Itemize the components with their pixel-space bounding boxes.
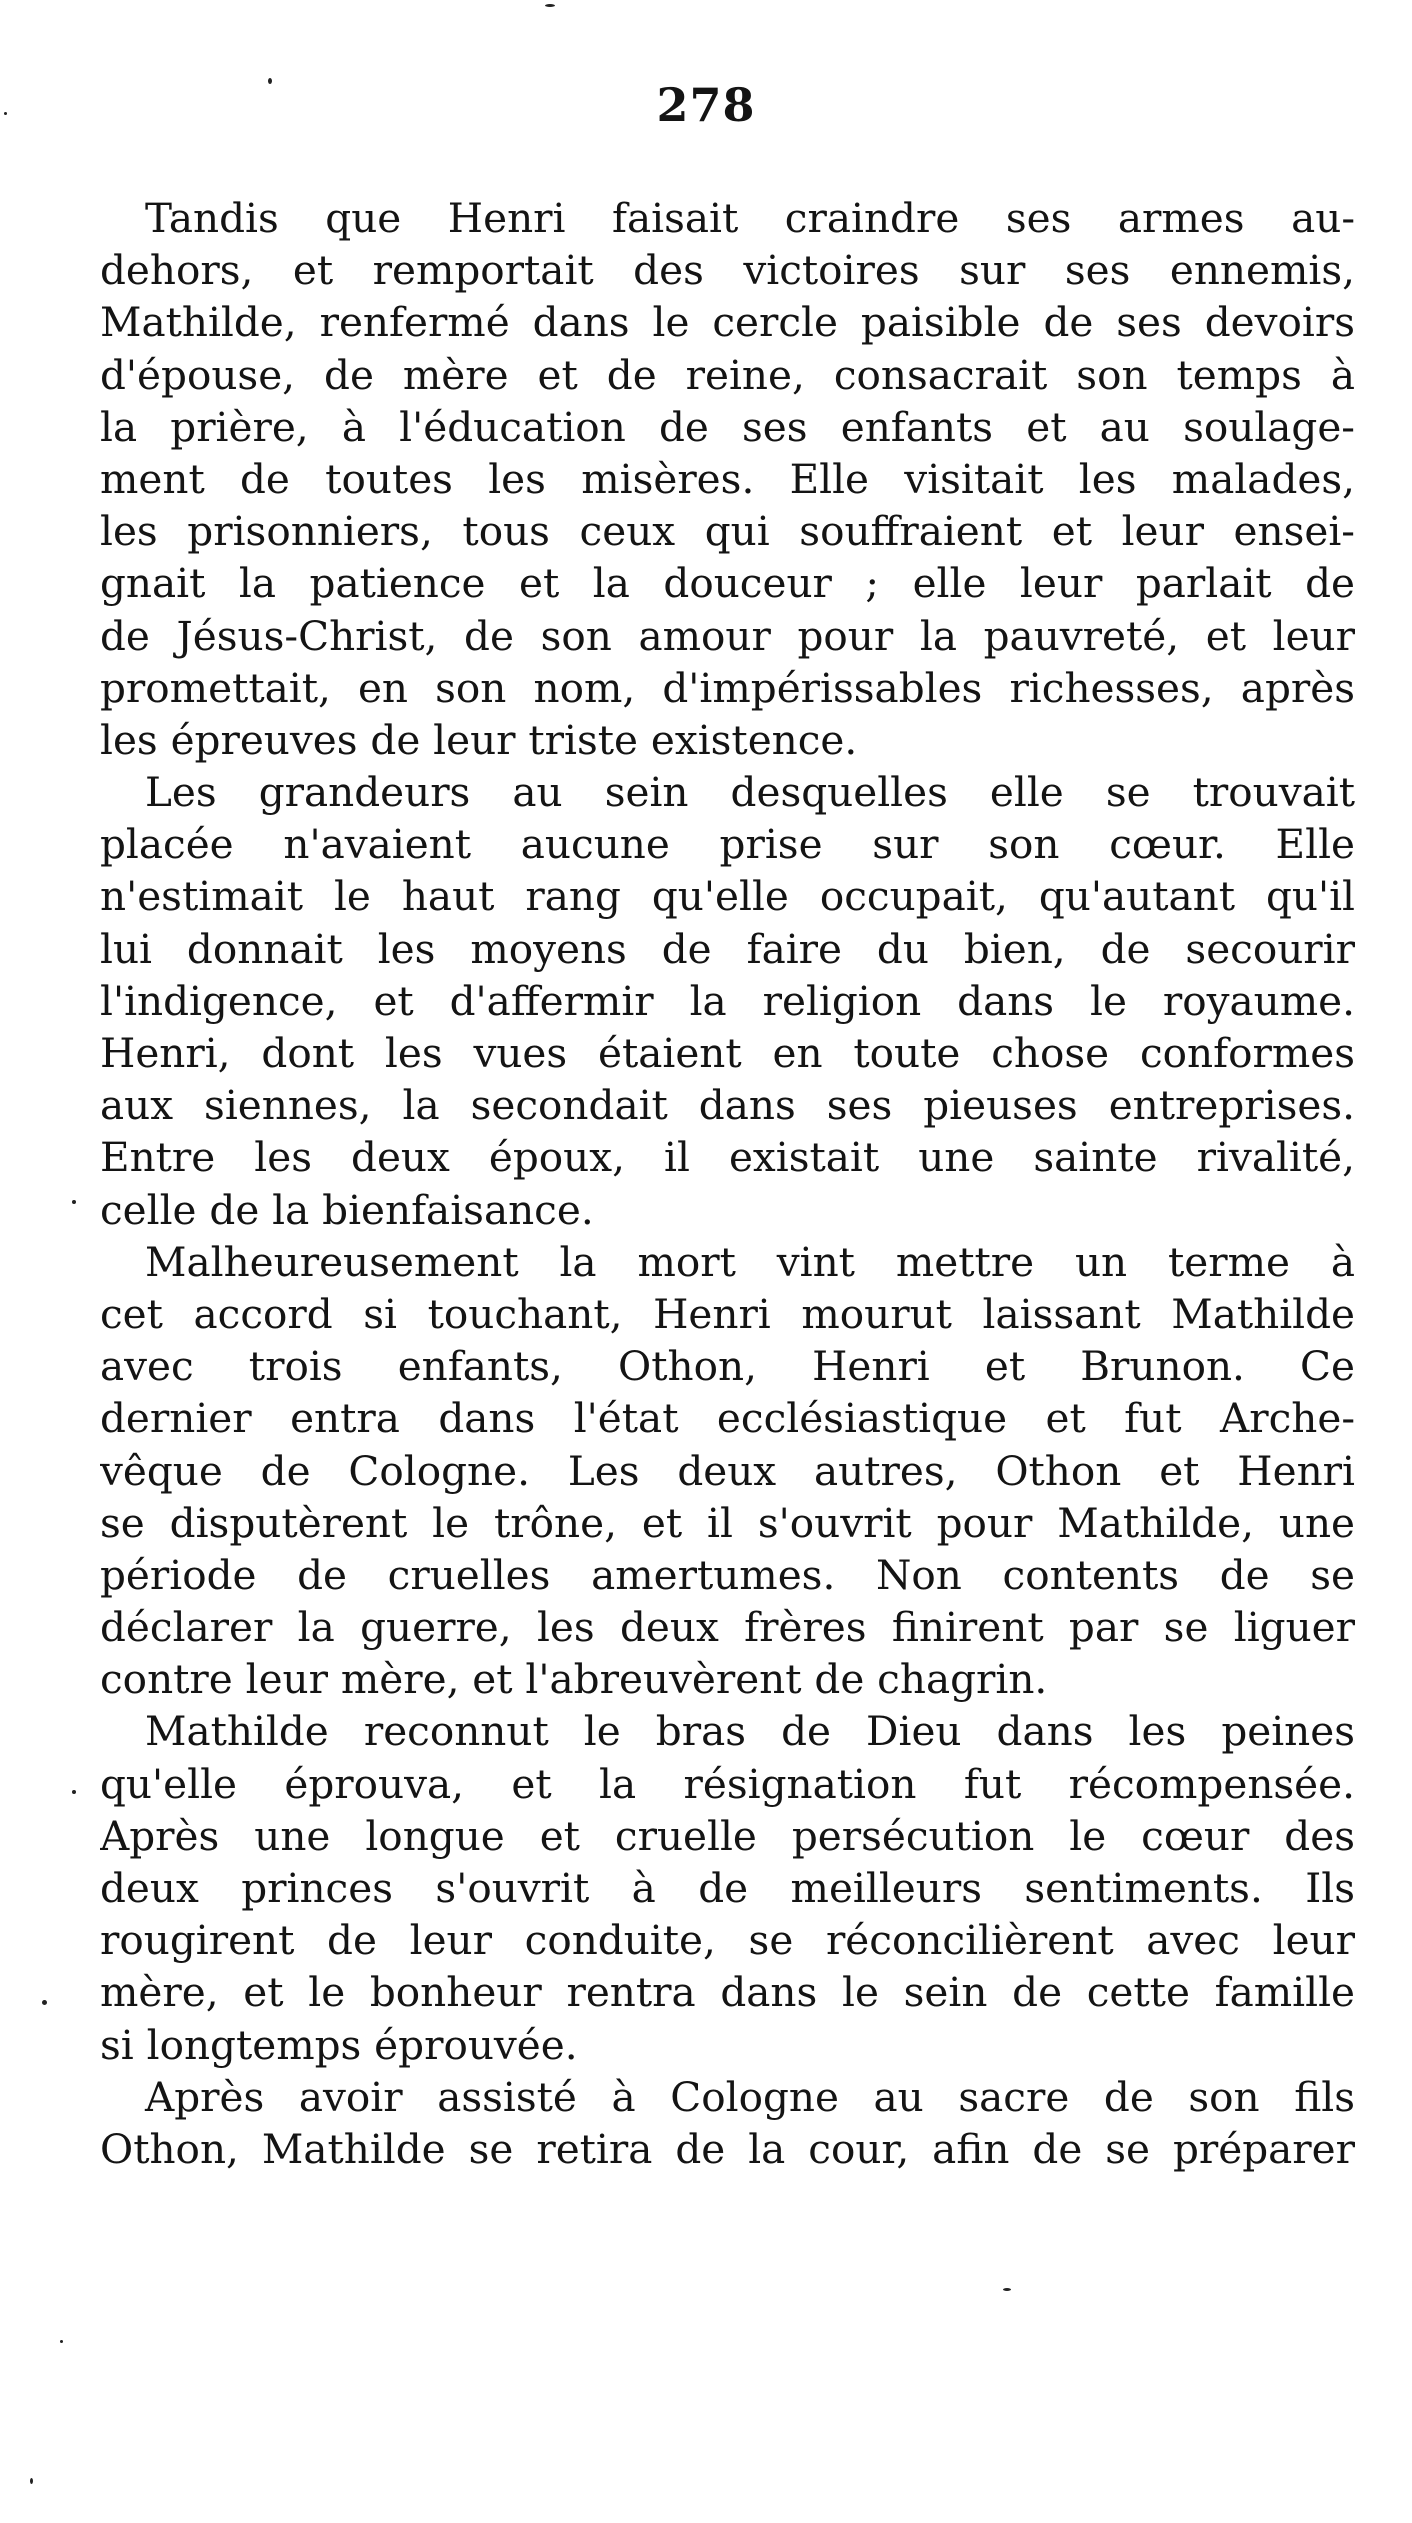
text-line: l'indigence, et d'affermir la religion dans le royaume.	[100, 976, 1355, 1025]
text-line: de Jésus-Christ, de son amour pour la pauvreté, et leur	[100, 611, 1355, 660]
text-line: rougirent de leur conduite, se réconcilièrent avec leur	[100, 1916, 1355, 1965]
scan-speck	[60, 2340, 63, 2343]
text-line: celle de la bienfaisance.	[100, 1185, 594, 1234]
paragraph-3	[100, 1236, 1355, 1706]
page-number: 278	[656, 78, 756, 132]
paragraph-5	[100, 2071, 1355, 2175]
text-line: deux princes s'ouvrit à de meilleurs sentiments. Ils	[100, 1864, 1355, 1912]
text-line: se disputèrent le trône, et il s'ouvrit pour Mathilde, une	[100, 1498, 1355, 1547]
scan-speck	[1003, 2288, 1011, 2291]
paragraph-1	[100, 192, 1355, 766]
text-line: Othon, Mathilde se retira de la cour, afin de se préparer	[100, 2124, 1355, 2173]
text-line: ment de toutes les misères. Elle visitait les malades,	[100, 454, 1355, 503]
text-line: si longtemps éprouvée.	[100, 2020, 578, 2069]
text-line: les épreuves de leur triste existence.	[100, 715, 858, 764]
text-line: Après avoir assisté à Cologne au sacre de son fils	[145, 2072, 1355, 2121]
text-line: Après une longue et cruelle persécution le cœur des	[100, 1811, 1355, 1860]
text-line: déclarer la guerre, les deux frères finirent par se liguer	[100, 1603, 1355, 1652]
text-line: avec trois enfants, Othon, Henri et Brunon. Ce	[100, 1342, 1355, 1391]
text-line: les prisonniers, tous ceux qui souffraient et leur ensei-	[100, 507, 1355, 556]
text-line: dernier entra dans l'état ecclésiastique et fut Arche-	[100, 1394, 1355, 1443]
text-line: Henri, dont les vues étaient en toute chose conformes	[100, 1029, 1355, 1077]
text-line: Malheureusement la mort vint mettre un terme à	[145, 1237, 1355, 1286]
text-line: Tandis que Henri faisait craindre ses armes au-	[145, 194, 1355, 242]
text-line: lui donnait les moyens de faire du bien, de secourir	[100, 924, 1355, 973]
scan-speck	[4, 112, 7, 115]
scan-speck	[30, 2478, 33, 2484]
text-line: vêque de Cologne. Les deux autres, Othon et Henri	[100, 1446, 1355, 1495]
text-line: placée n'avaient aucune prise sur son cœur. Elle	[100, 820, 1355, 869]
text-line: contre leur mère, et l'abreuvèrent de chagrin.	[100, 1655, 1048, 1704]
scan-speck	[72, 1200, 76, 1204]
text-line: cet accord si touchant, Henri mourut laissant Mathilde	[100, 1289, 1355, 1338]
text-line: Les grandeurs au sein desquelles elle se trouvait	[145, 768, 1355, 817]
text-line: Mathilde, renfermé dans le cercle paisible de ses devoirs	[100, 298, 1355, 347]
text-line: la prière, à l'éducation de ses enfants et au soulage-	[100, 402, 1355, 451]
text-line: promettait, en son nom, d'impérissables richesses, après	[100, 663, 1355, 712]
text-line: dehors, et remportait des victoires sur ses ennemis,	[100, 246, 1355, 295]
text-line: période de cruelles amertumes. Non contents de se	[100, 1550, 1355, 1599]
scan-speck	[42, 2000, 47, 2005]
body-text	[100, 192, 1355, 2175]
text-line: aux siennes, la secondait dans ses pieuses entreprises.	[100, 1081, 1355, 1130]
text-line: Mathilde reconnut le bras de Dieu dans les peines	[145, 1707, 1355, 1756]
text-line: qu'elle éprouva, et la résignation fut récompensée.	[100, 1759, 1355, 1808]
scan-speck	[545, 4, 555, 7]
paragraph-4	[100, 1705, 1355, 2070]
text-line: n'estimait le haut rang qu'elle occupait, qu'autant qu'il	[100, 872, 1355, 921]
text-line: gnait la patience et la douceur ; elle leur parlait de	[100, 559, 1355, 608]
scan-speck	[72, 1790, 76, 1794]
text-line: d'épouse, de mère et de reine, consacrait son temps à	[100, 350, 1355, 399]
text-line: Entre les deux époux, il existait une sainte rivalité,	[100, 1133, 1355, 1182]
paragraph-2	[100, 766, 1355, 1236]
text-line: mère, et le bonheur rentra dans le sein de cette famille	[100, 1968, 1355, 2017]
scan-speck	[268, 78, 272, 84]
